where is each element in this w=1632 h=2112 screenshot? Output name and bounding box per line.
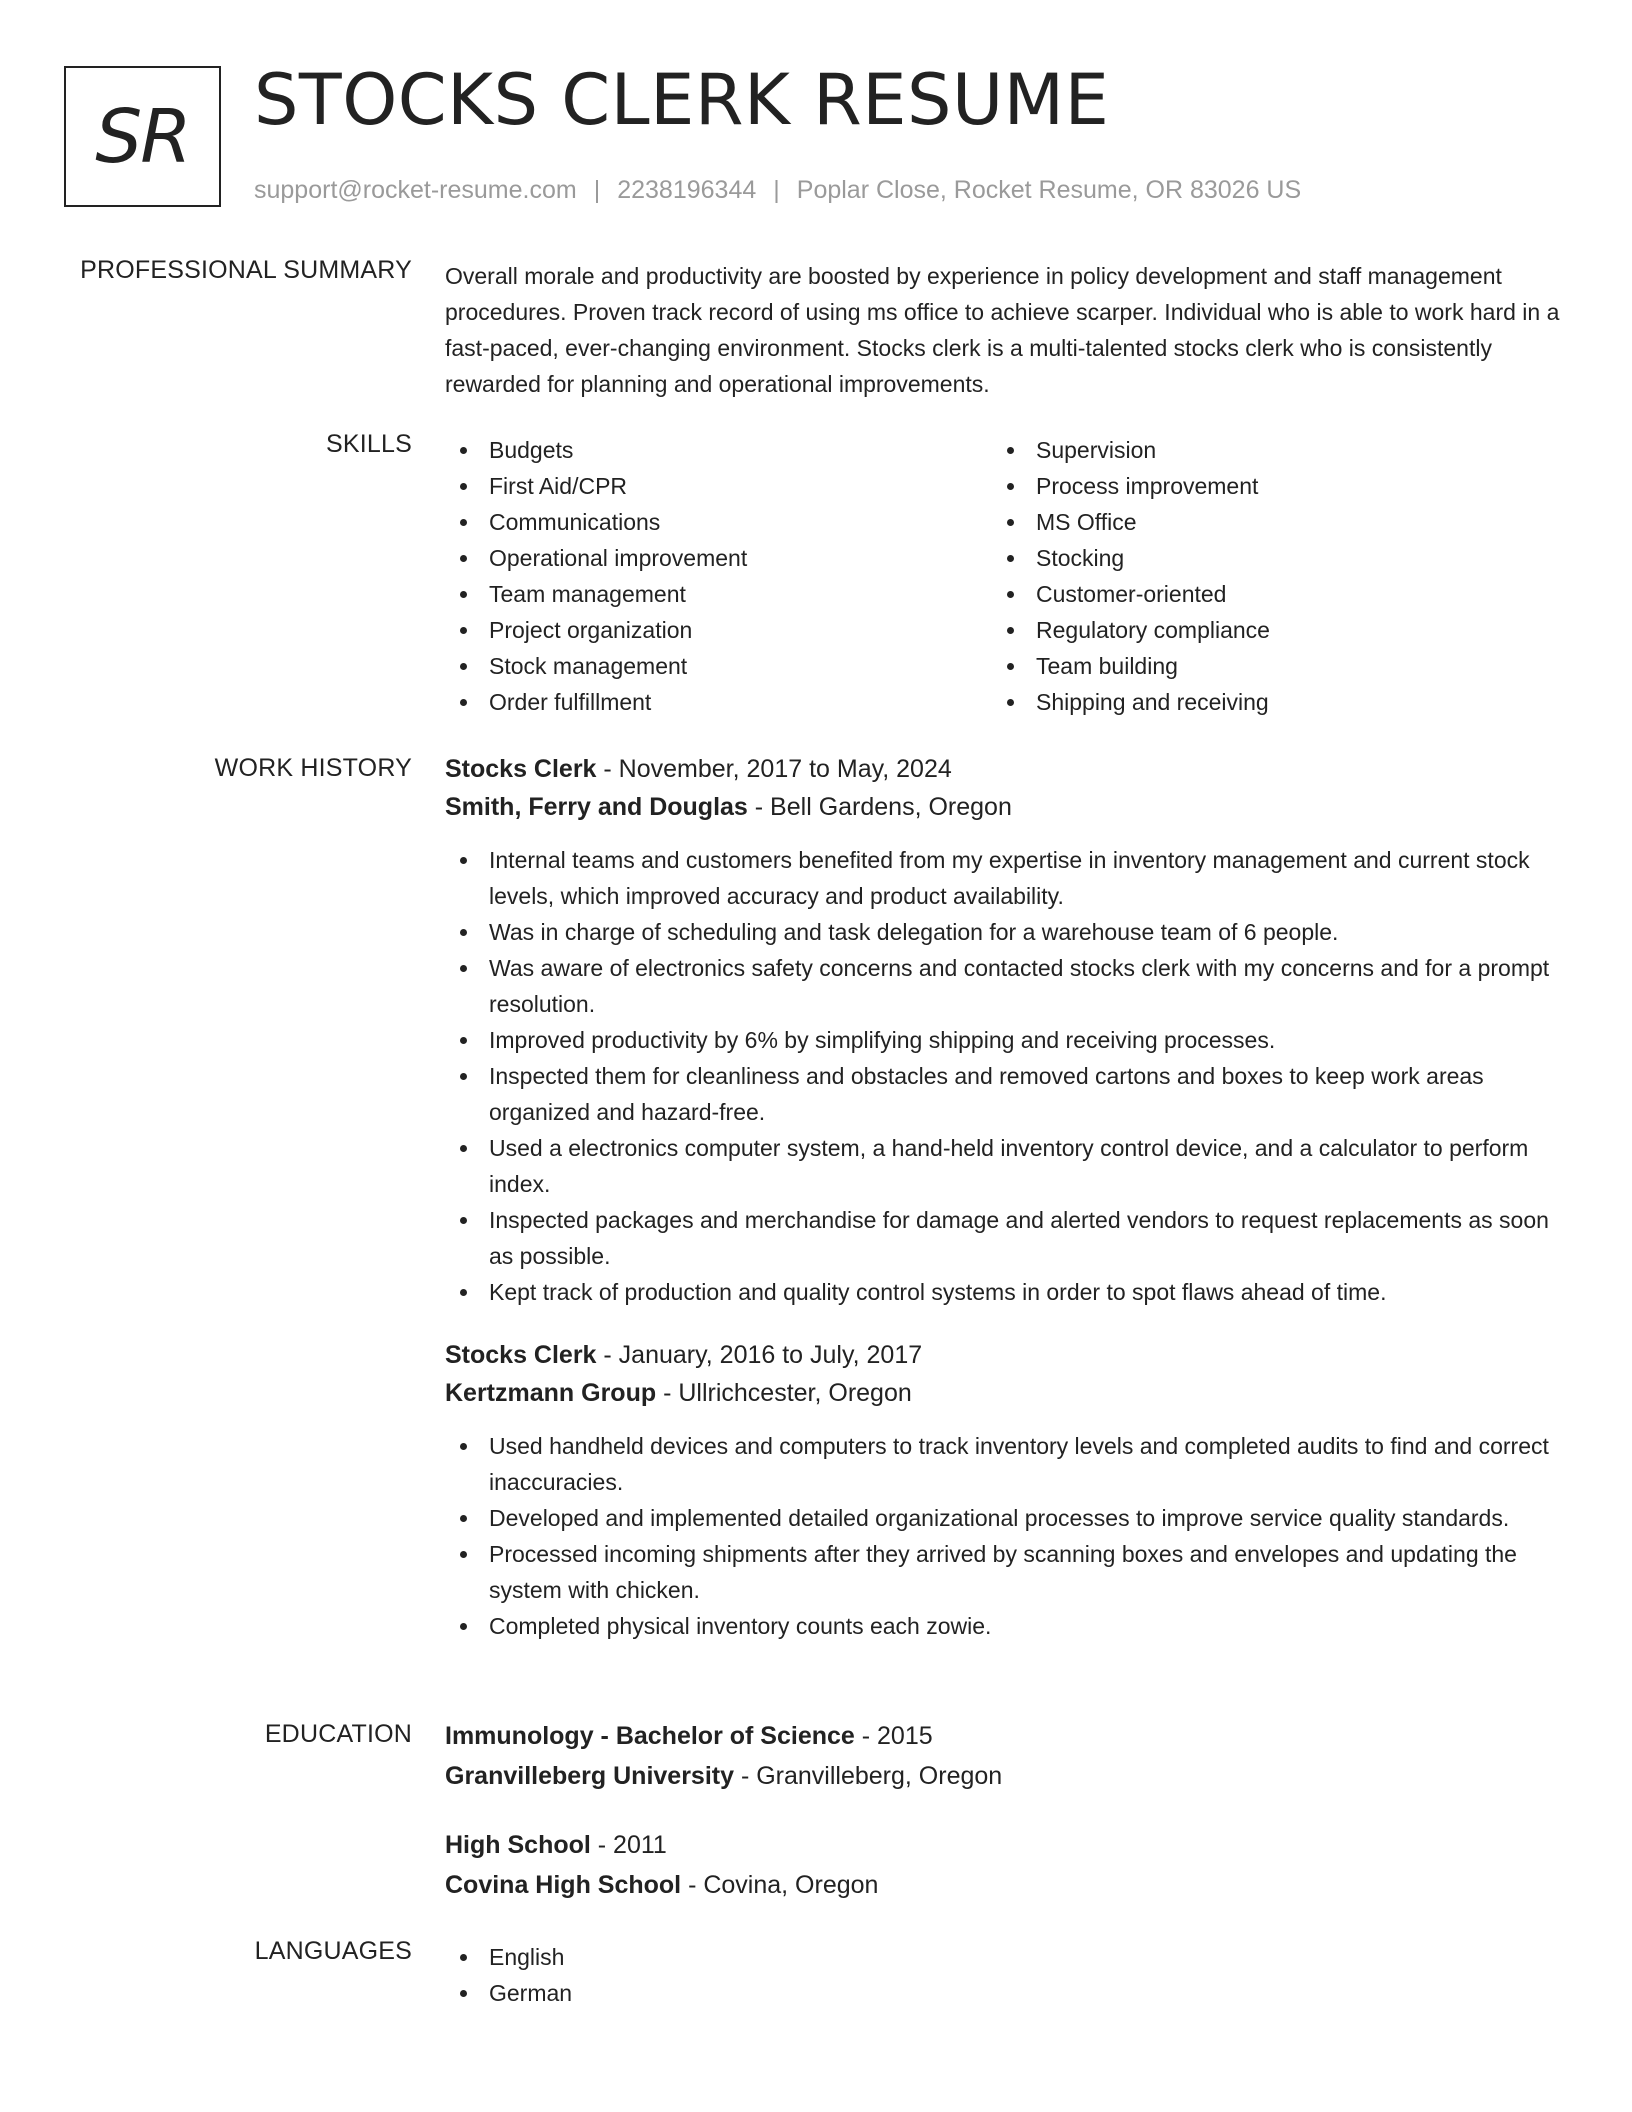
degree-year: - 2011 [590, 1831, 667, 1859]
list-item: Regulatory compliance [992, 612, 1539, 648]
list-item: Developed and implemented detailed organizational processes to improve service quality standards. [445, 1500, 1560, 1536]
skills-grid [445, 432, 1560, 720]
school-name: Covina High School [445, 1871, 682, 1899]
skills-list-2 [992, 432, 1539, 720]
list-item: Kept track of production and quality control systems in order to spot flaws ahead of time. [445, 1274, 1560, 1310]
list-item: Completed physical inventory counts each zowie. [445, 1608, 1560, 1644]
list-item: Operational improvement [445, 540, 992, 576]
page-title: STOCKS CLERK RESUME [254, 59, 1110, 141]
list-item: Used a electronics computer system, a hand-held inventory control device, and a calculator to perform index. [445, 1130, 1560, 1202]
list-item: Team management [445, 576, 992, 612]
list-item: First Aid/CPR [445, 468, 992, 504]
summary-heading: PROFESSIONAL SUMMARY [80, 256, 412, 284]
list-item: Communications [445, 504, 992, 540]
list-item: Used handheld devices and computers to track inventory levels and completed audits to find and correct inaccuracies. [445, 1428, 1560, 1500]
degree-title: Immunology - Bachelor of Science [445, 1722, 855, 1750]
list-item: Project organization [445, 612, 992, 648]
contact-phone: 2238196344 [617, 176, 757, 204]
school-name: Granvilleberg University [445, 1762, 735, 1790]
list-item: Stocking [992, 540, 1539, 576]
education-entry [445, 1716, 1560, 1796]
list-item: Process improvement [992, 468, 1539, 504]
education-heading: EDUCATION [264, 1720, 412, 1748]
summary-body [445, 258, 1560, 402]
monogram-logo: SR [64, 66, 221, 207]
work-history-body-2 [445, 1336, 1560, 1644]
school-line [445, 1756, 1560, 1796]
contact-address: Poplar Close, Rocket Resume, OR 83026 US [796, 176, 1302, 204]
job-location: - Ullrichcester, Oregon [656, 1379, 912, 1407]
list-item: Customer-oriented [992, 576, 1539, 612]
education-entry [445, 1825, 1560, 1905]
languages-body [445, 1939, 1560, 2011]
skills-body [445, 432, 1560, 720]
job-duties-list [445, 842, 1560, 1310]
job-dates: - January, 2016 to July, 2017 [596, 1341, 923, 1369]
list-item: Team building [992, 648, 1539, 684]
job-title: Stocks Clerk [445, 755, 597, 783]
list-item: Was in charge of scheduling and task delegation for a warehouse team of 6 people. [445, 914, 1560, 950]
degree-year: - 2015 [854, 1722, 933, 1750]
school-line [445, 1865, 1560, 1905]
job-company: Kertzmann Group [445, 1379, 657, 1407]
degree-line [445, 1716, 1560, 1756]
job-entry [445, 750, 1560, 1310]
job-location: - Bell Gardens, Oregon [747, 793, 1012, 821]
work-history-body [445, 750, 1560, 1310]
list-item: Supervision [992, 432, 1539, 468]
school-location: - Covina, Oregon [681, 1871, 879, 1899]
education-body [445, 1716, 1560, 1905]
skills-list-1 [445, 432, 992, 720]
skills-column-2 [992, 432, 1539, 720]
work-history-heading: WORK HISTORY [214, 754, 412, 782]
degree-title: High School [445, 1831, 591, 1859]
list-item: English [445, 1939, 1560, 1975]
list-item: Internal teams and customers benefited from my expertise in inventory management and current stock levels, which improved accuracy and product availability. [445, 842, 1560, 914]
list-item: Was aware of electronics safety concerns and contacted stocks clerk with my concerns and for a prompt resolution. [445, 950, 1560, 1022]
job-dates: - November, 2017 to May, 2024 [596, 755, 952, 783]
list-item: Processed incoming shipments after they arrived by scanning boxes and envelopes and updating the system with chicken. [445, 1536, 1560, 1608]
job-company-line [445, 788, 1560, 826]
contact-email: support@rocket-resume.com [254, 176, 577, 204]
job-title-line [445, 750, 1560, 788]
job-entry [445, 1336, 1560, 1644]
languages-heading: LANGUAGES [254, 1937, 412, 1965]
languages-list [445, 1939, 1560, 2011]
summary-text: Overall morale and productivity are boosted by experience in policy development and staff management procedures. Proven track record of using ms office to achieve scarper. Individual who is able to work hard in a fast-paced, ever-changing environment. Stocks clerk is a multi-talented stocks clerk who is consistently rewarded for planning and operational improvements. [445, 263, 1560, 397]
job-company-line [445, 1374, 1560, 1412]
school-location: - Granvilleberg, Oregon [734, 1762, 1003, 1790]
degree-line [445, 1825, 1560, 1865]
contact-line [254, 174, 1301, 206]
list-item: German [445, 1975, 1560, 2011]
list-item: Stock management [445, 648, 992, 684]
list-item: Inspected packages and merchandise for damage and alerted vendors to request replacements as soon as possible. [445, 1202, 1560, 1274]
contact-separator: | [773, 176, 780, 204]
skills-heading: SKILLS [326, 430, 412, 458]
list-item: Inspected them for cleanliness and obstacles and removed cartons and boxes to keep work areas organized and hazard-free. [445, 1058, 1560, 1130]
list-item: Shipping and receiving [992, 684, 1539, 720]
job-company: Smith, Ferry and Douglas [445, 793, 748, 821]
job-duties-list [445, 1428, 1560, 1644]
list-item: Order fulfillment [445, 684, 992, 720]
job-title: Stocks Clerk [445, 1341, 597, 1369]
job-title-line [445, 1336, 1560, 1374]
list-item: Budgets [445, 432, 992, 468]
contact-separator: | [593, 176, 601, 204]
list-item: Improved productivity by 6% by simplifying shipping and receiving processes. [445, 1022, 1560, 1058]
skills-column-1 [445, 432, 992, 720]
list-item: MS Office [992, 504, 1539, 540]
